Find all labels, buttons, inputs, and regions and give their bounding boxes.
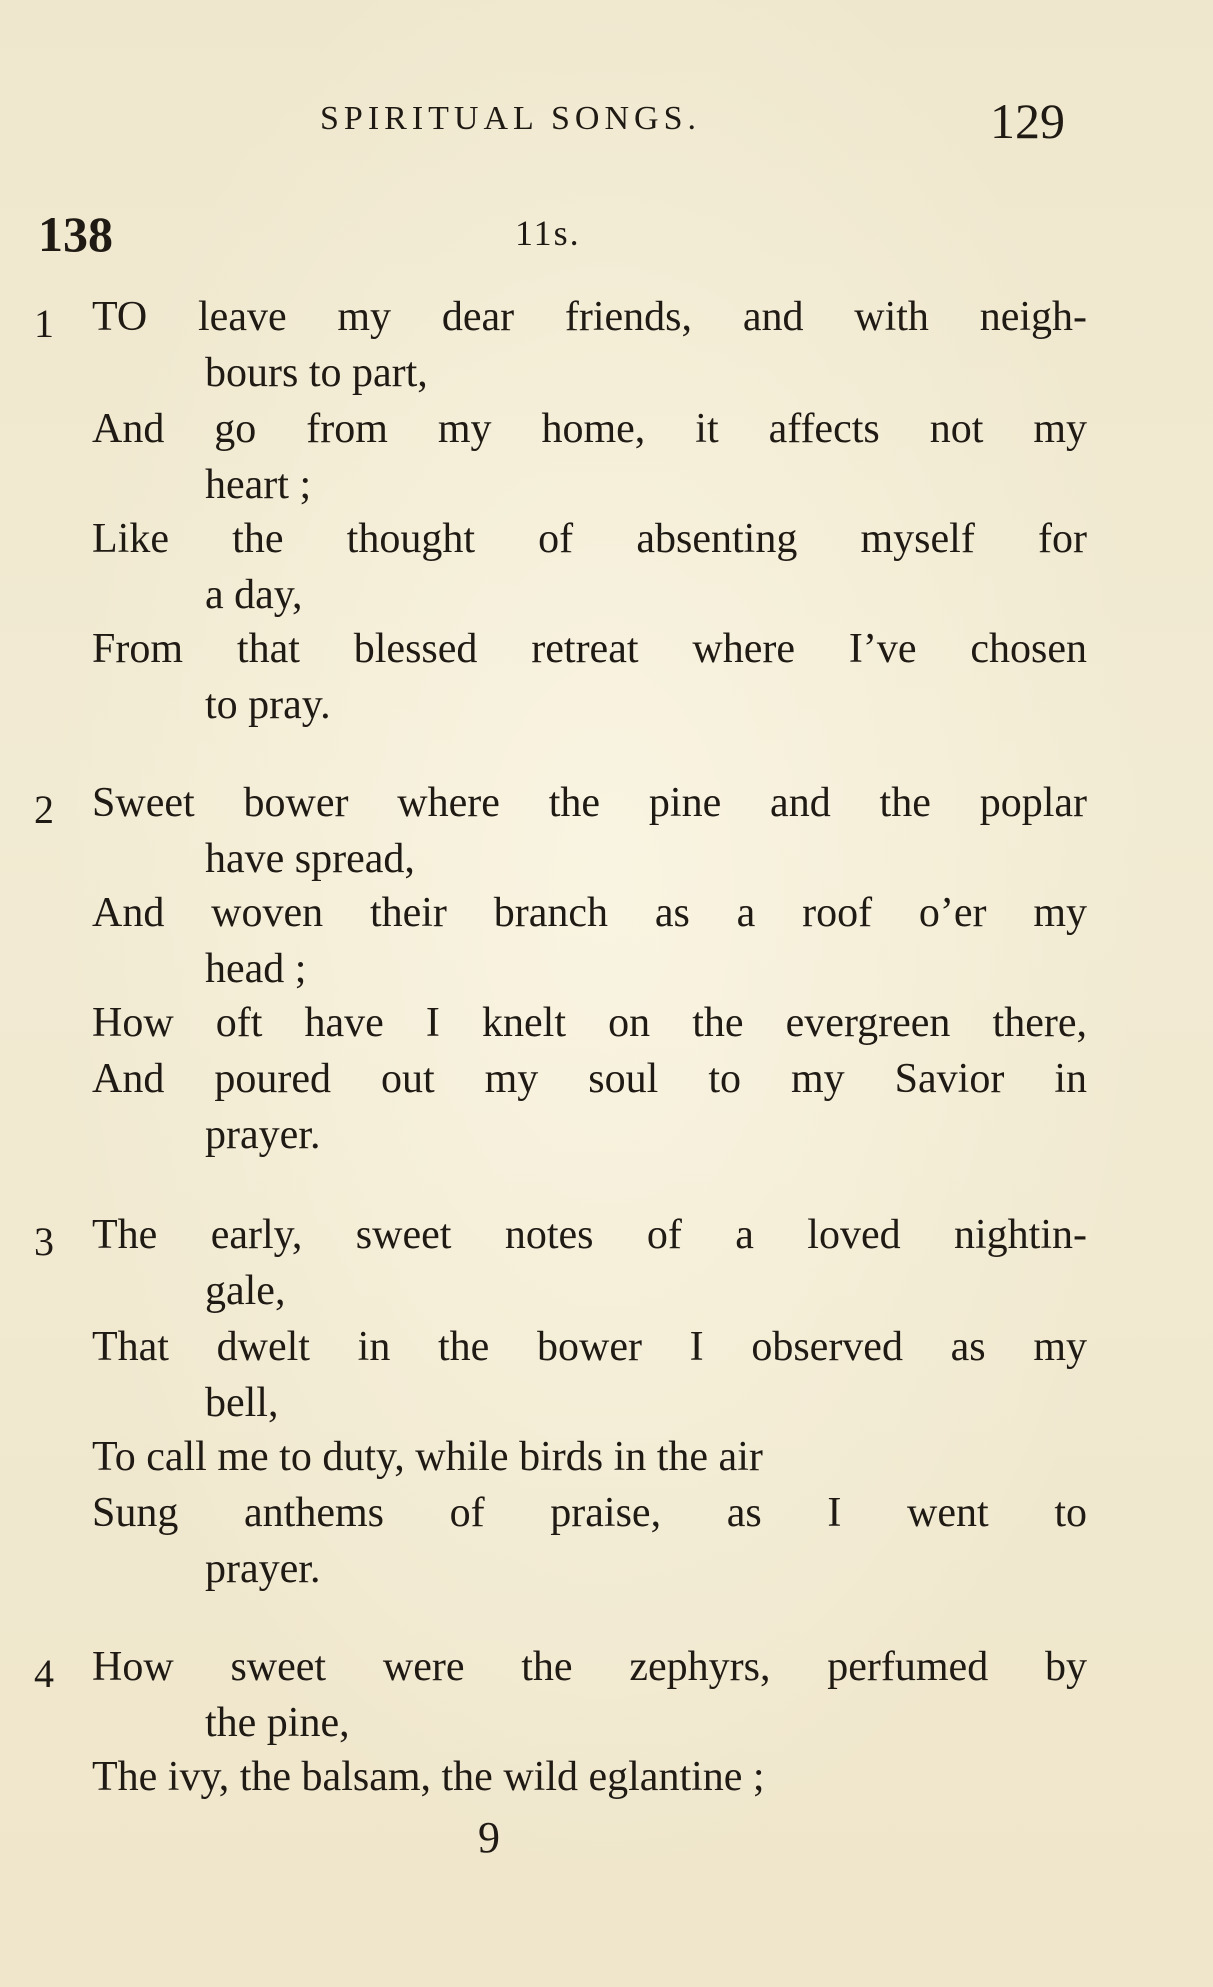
verse-line: head ; xyxy=(205,946,307,992)
verse-line: heart ; xyxy=(205,462,312,508)
verse-number: 4 xyxy=(34,1651,54,1696)
running-head: SPIRITUAL SONGS. xyxy=(320,100,702,137)
signature-mark: 9 xyxy=(478,1813,500,1862)
hymn-meter: 11s. xyxy=(515,213,581,253)
verse-line: prayer. xyxy=(205,1546,321,1592)
verse-line: The early, sweet notes of a loved nightin- xyxy=(92,1212,1087,1258)
verse-line: To call me to duty, while birds in the air xyxy=(92,1434,763,1480)
verse-line: And go from my home, it affects not my xyxy=(92,406,1087,452)
verse-number: 1 xyxy=(34,301,54,346)
verse-line: Sweet bower where the pine and the poplar xyxy=(92,780,1087,826)
verse-line: And poured out my soul to my Savior in xyxy=(92,1056,1087,1102)
verse-line: From that blessed retreat where I’ve chosen xyxy=(92,626,1087,672)
verse-line: the pine, xyxy=(205,1700,350,1746)
verse-line: Like the thought of absenting myself for xyxy=(92,516,1087,562)
verse-line: bours to part, xyxy=(205,350,428,396)
verse-line: The ivy, the balsam, the wild eglantine ; xyxy=(92,1754,765,1800)
hymn-number: 138 xyxy=(38,206,113,262)
verse-line: Sung anthems of praise, as I went to xyxy=(92,1490,1087,1536)
verse-line: have spread, xyxy=(205,836,415,882)
verse-line: a day, xyxy=(205,572,303,618)
page-number: 129 xyxy=(990,93,1065,149)
verse-line: That dwelt in the bower I observed as my xyxy=(92,1324,1087,1370)
verse-line: prayer. xyxy=(205,1112,321,1158)
verse-number: 2 xyxy=(34,787,54,832)
verse-line: How sweet were the zephyrs, perfumed by xyxy=(92,1644,1087,1690)
verse-line: And woven their branch as a roof o’er my xyxy=(92,890,1087,936)
verse-line: How oft have I knelt on the evergreen there, xyxy=(92,1000,1087,1046)
verse-line: to pray. xyxy=(205,682,331,728)
verse-line: TO leave my dear friends, and with neigh- xyxy=(92,294,1087,340)
verse-line: gale, xyxy=(205,1268,286,1314)
verse-line: bell, xyxy=(205,1380,279,1426)
verse-number: 3 xyxy=(34,1219,54,1264)
